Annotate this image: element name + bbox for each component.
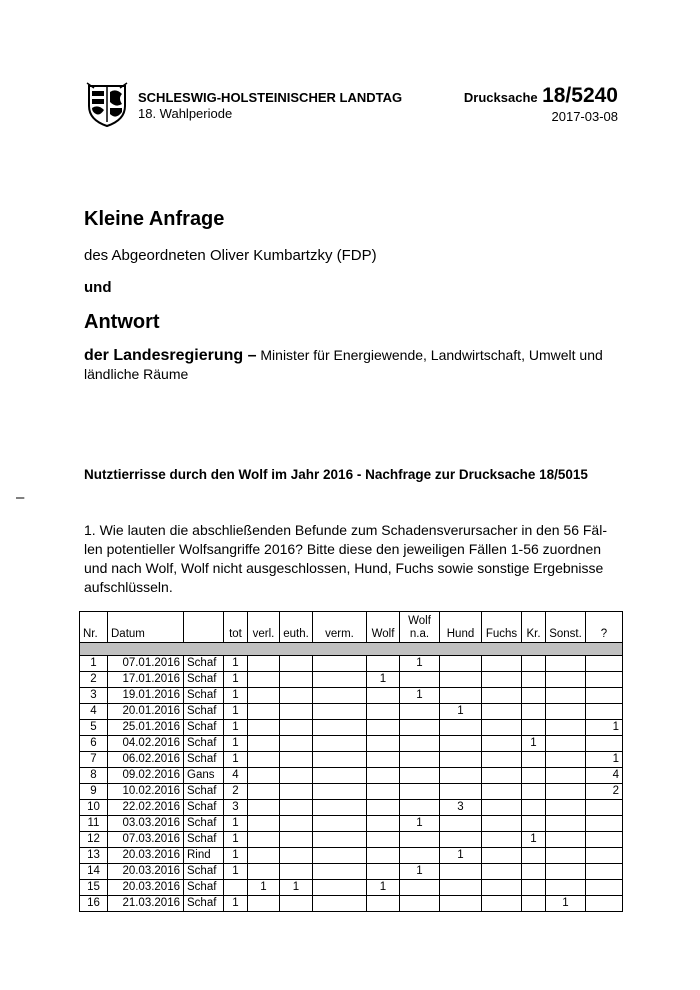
table-row	[80, 688, 623, 704]
table-cell: Gans	[184, 768, 224, 784]
table-cell: 8	[80, 768, 108, 784]
table-row	[80, 800, 623, 816]
table-cell	[280, 688, 313, 704]
table-cell: Schaf	[184, 688, 224, 704]
table-cell: 1	[224, 736, 248, 752]
table-cell	[440, 752, 482, 768]
table-cell	[248, 816, 280, 832]
table-cell	[546, 864, 586, 880]
table-cell: Schaf	[184, 816, 224, 832]
table-cell	[522, 752, 546, 768]
table-cell	[522, 880, 546, 896]
table-cell	[313, 720, 367, 736]
table-cell	[248, 720, 280, 736]
table-cell: Rind	[184, 848, 224, 864]
table-cell	[248, 704, 280, 720]
table-cell	[482, 672, 522, 688]
table-cell	[400, 768, 440, 784]
table-cell: 3	[80, 688, 108, 704]
table-cell	[440, 736, 482, 752]
table-cell: 1	[224, 864, 248, 880]
landtag-name: SCHLESWIG-HOLSTEINISCHER LANDTAG	[138, 90, 403, 105]
table-cell	[248, 752, 280, 768]
table-cell	[546, 832, 586, 848]
table-cell	[400, 736, 440, 752]
table-cell	[400, 752, 440, 768]
drucksache-number: 18/5240	[542, 84, 618, 107]
table-cell: Schaf	[184, 784, 224, 800]
table-cell	[367, 688, 400, 704]
table-cell	[522, 704, 546, 720]
table-cell	[280, 752, 313, 768]
table-cell	[313, 880, 367, 896]
table-cell: 1	[248, 880, 280, 896]
table-cell: 1	[440, 704, 482, 720]
table-cell	[248, 800, 280, 816]
table-cell	[367, 832, 400, 848]
table-cell	[400, 800, 440, 816]
table-cell: 13	[80, 848, 108, 864]
table-cell	[482, 832, 522, 848]
table-cell	[367, 864, 400, 880]
table-cell: 1	[280, 880, 313, 896]
table-cell	[248, 784, 280, 800]
table-cell: 11	[80, 816, 108, 832]
table-row	[80, 736, 623, 752]
abgeordneter-line: des Abgeordneten Oliver Kumbartzky (FDP)	[84, 247, 377, 264]
table-cell: 1	[224, 848, 248, 864]
table-cell: 1	[586, 752, 623, 768]
table-cell	[313, 704, 367, 720]
column-header: Wolf n.a.	[400, 612, 440, 643]
table-cell: 4	[224, 768, 248, 784]
table-cell	[522, 816, 546, 832]
column-header: Nr.	[80, 612, 108, 643]
table-cell: 14	[80, 864, 108, 880]
table-cell	[586, 848, 623, 864]
table-cell	[367, 848, 400, 864]
table-cell	[440, 864, 482, 880]
column-header: Wolf	[367, 612, 400, 643]
table-cell: Schaf	[184, 832, 224, 848]
table-cell	[482, 816, 522, 832]
table-cell	[280, 832, 313, 848]
table-cell: 10	[80, 800, 108, 816]
table-cell: 1	[367, 880, 400, 896]
table-cell	[367, 720, 400, 736]
table-cell	[546, 784, 586, 800]
table-cell: 1	[522, 832, 546, 848]
table-cell: 03.03.2016	[108, 816, 184, 832]
table-cell: 25.01.2016	[108, 720, 184, 736]
table-cell	[248, 736, 280, 752]
table-cell: 1	[400, 864, 440, 880]
table-cell	[482, 720, 522, 736]
table-row	[80, 784, 623, 800]
table-cell	[313, 864, 367, 880]
table-cell	[546, 880, 586, 896]
table-cell	[586, 704, 623, 720]
table-cell: 3	[224, 800, 248, 816]
table-cell	[482, 784, 522, 800]
table-cell	[586, 832, 623, 848]
table-cell	[440, 672, 482, 688]
table-cell: 21.03.2016	[108, 896, 184, 912]
wahlperiode: 18. Wahlperiode	[138, 106, 233, 121]
table-cell: 1	[224, 752, 248, 768]
table-cell: 3	[440, 800, 482, 816]
column-header: Datum	[108, 612, 184, 643]
table-cell	[440, 816, 482, 832]
table-cell	[280, 800, 313, 816]
table-cell: 1	[400, 688, 440, 704]
table-cell	[248, 688, 280, 704]
table-cell: 22.02.2016	[108, 800, 184, 816]
table-cell	[586, 672, 623, 688]
table-cell: 2	[80, 672, 108, 688]
table-cell	[367, 704, 400, 720]
table-cell: 5	[80, 720, 108, 736]
table-cell	[367, 896, 400, 912]
table-cell: 20.03.2016	[108, 864, 184, 880]
table-cell: Schaf	[184, 656, 224, 672]
table-cell: 1	[400, 656, 440, 672]
table-row	[80, 752, 623, 768]
table-cell: Schaf	[184, 896, 224, 912]
document-topic: Nutztierrisse durch den Wolf im Jahr 2016 - Nachfrage zur Drucksache 18/5015	[84, 467, 588, 482]
befunde-table	[79, 611, 623, 912]
table-cell	[313, 800, 367, 816]
table-cell	[313, 784, 367, 800]
table-cell	[440, 832, 482, 848]
table-cell	[367, 736, 400, 752]
table-cell	[522, 720, 546, 736]
table-cell	[522, 672, 546, 688]
table-cell	[248, 656, 280, 672]
question-1-text: 1. Wie lauten die abschließenden Befunde zum Schadensverursacher in den 56 Fäl-len potentieller Wolfsangriffe 2016? Bitte diese den jeweiligen Fällen 1-56 zuordnen und nach Wolf, Wolf nicht ausgeschlossen, Hund, Fuchs sowie sonstige Ergebnisse aufschlüsseln.	[84, 522, 607, 595]
table-cell: 17.01.2016	[108, 672, 184, 688]
table-cell	[546, 736, 586, 752]
table-cell	[248, 832, 280, 848]
table-cell	[400, 704, 440, 720]
column-header: tot	[224, 612, 248, 643]
table-cell	[280, 864, 313, 880]
table-cell	[440, 880, 482, 896]
table-cell: 20.03.2016	[108, 848, 184, 864]
table-cell	[546, 704, 586, 720]
table-cell	[440, 784, 482, 800]
column-header: Sonst.	[546, 612, 586, 643]
table-cell: 15	[80, 880, 108, 896]
table-cell	[313, 736, 367, 752]
table-cell	[482, 768, 522, 784]
table-cell: 1	[80, 656, 108, 672]
table-cell	[522, 784, 546, 800]
table-cell	[280, 784, 313, 800]
table-cell: 1	[586, 720, 623, 736]
table-cell: 1	[546, 896, 586, 912]
table-header-row	[80, 612, 623, 643]
table-cell: 1	[224, 672, 248, 688]
table-cell	[280, 720, 313, 736]
table-cell	[280, 672, 313, 688]
table-row	[80, 880, 623, 896]
header-separator-row	[80, 643, 623, 656]
table-cell	[400, 896, 440, 912]
column-header: verl.	[248, 612, 280, 643]
table-row	[80, 896, 623, 912]
table-row	[80, 656, 623, 672]
table-row	[80, 848, 623, 864]
table-cell	[482, 736, 522, 752]
table-cell	[367, 816, 400, 832]
table-cell	[248, 896, 280, 912]
table-cell	[313, 896, 367, 912]
drucksache-label: Drucksache	[463, 90, 538, 105]
table-cell	[400, 880, 440, 896]
table-cell	[586, 896, 623, 912]
table-cell	[586, 800, 623, 816]
margin-dash: –	[16, 489, 25, 506]
table-cell	[400, 784, 440, 800]
table-cell	[482, 896, 522, 912]
table-cell: 06.02.2016	[108, 752, 184, 768]
table-cell	[313, 768, 367, 784]
table-cell	[522, 864, 546, 880]
table-cell	[586, 736, 623, 752]
table-cell	[586, 816, 623, 832]
table-cell: 4	[80, 704, 108, 720]
table-cell: 4	[586, 768, 623, 784]
column-header: euth.	[280, 612, 313, 643]
table-cell: Schaf	[184, 704, 224, 720]
table-row	[80, 768, 623, 784]
table-cell	[546, 688, 586, 704]
table-cell	[313, 816, 367, 832]
table-cell: 04.02.2016	[108, 736, 184, 752]
table-cell: 1	[224, 832, 248, 848]
table-cell: Schaf	[184, 864, 224, 880]
table-row	[80, 672, 623, 688]
table-cell	[482, 848, 522, 864]
table-row	[80, 816, 623, 832]
table-cell	[313, 848, 367, 864]
column-header	[184, 612, 224, 643]
table-cell	[482, 704, 522, 720]
table-cell	[546, 656, 586, 672]
table-cell	[248, 672, 280, 688]
table-cell: 1	[522, 736, 546, 752]
landesregierung-line	[84, 346, 624, 383]
table-cell	[440, 656, 482, 672]
table-cell	[248, 768, 280, 784]
table-cell	[313, 688, 367, 704]
column-header: Hund	[440, 612, 482, 643]
table-cell	[280, 896, 313, 912]
table-cell: Schaf	[184, 800, 224, 816]
table-cell: 19.01.2016	[108, 688, 184, 704]
table-cell	[313, 752, 367, 768]
table-cell: Schaf	[184, 752, 224, 768]
table-cell	[280, 736, 313, 752]
table-row	[80, 832, 623, 848]
table-cell: 20.03.2016	[108, 880, 184, 896]
table-cell: 2	[224, 784, 248, 800]
table-cell	[522, 768, 546, 784]
table-cell	[522, 800, 546, 816]
table-cell	[367, 784, 400, 800]
table-row	[80, 704, 623, 720]
table-cell	[440, 688, 482, 704]
table-cell: 1	[440, 848, 482, 864]
table-cell	[482, 880, 522, 896]
table-cell: 1	[224, 704, 248, 720]
table-cell	[522, 896, 546, 912]
table-cell: 07.03.2016	[108, 832, 184, 848]
table-cell	[248, 848, 280, 864]
ministerium-name: Minister für Energiewende, Landwirtschaft, Umwelt und ländliche Räume	[84, 347, 603, 382]
table-cell: 10.02.2016	[108, 784, 184, 800]
table-cell	[280, 816, 313, 832]
table-row	[80, 720, 623, 736]
table-cell	[586, 880, 623, 896]
table-cell	[546, 848, 586, 864]
table-cell: 12	[80, 832, 108, 848]
table-cell: 1	[224, 688, 248, 704]
table-cell	[586, 656, 623, 672]
table-cell	[313, 672, 367, 688]
table-cell	[280, 704, 313, 720]
table-cell	[586, 864, 623, 880]
title-kleine-anfrage: Kleine Anfrage	[84, 208, 225, 230]
table-cell	[400, 720, 440, 736]
column-header: Kr.	[522, 612, 546, 643]
column-header: Fuchs	[482, 612, 522, 643]
table-cell: Schaf	[184, 720, 224, 736]
table-cell	[400, 672, 440, 688]
table-cell	[482, 688, 522, 704]
table-cell	[440, 720, 482, 736]
table-cell	[367, 752, 400, 768]
table-cell	[546, 816, 586, 832]
table-cell	[482, 752, 522, 768]
table-cell	[546, 768, 586, 784]
table-cell	[248, 864, 280, 880]
und-line: und	[84, 279, 112, 296]
table-cell: Schaf	[184, 672, 224, 688]
table-cell	[280, 768, 313, 784]
table-cell: 6	[80, 736, 108, 752]
table-cell	[546, 672, 586, 688]
table-cell: 20.01.2016	[108, 704, 184, 720]
table-cell: 1	[224, 720, 248, 736]
table-cell	[482, 864, 522, 880]
column-header: verm.	[313, 612, 367, 643]
table-cell	[522, 656, 546, 672]
table-cell	[313, 656, 367, 672]
document-date: 2017-03-08	[551, 109, 618, 124]
table-cell	[522, 688, 546, 704]
table-cell: 7	[80, 752, 108, 768]
table-cell: 2	[586, 784, 623, 800]
table-cell	[482, 656, 522, 672]
table-row	[80, 864, 623, 880]
table-cell: 16	[80, 896, 108, 912]
table-cell	[482, 800, 522, 816]
table-cell: Schaf	[184, 736, 224, 752]
table-cell	[440, 896, 482, 912]
table-cell	[280, 656, 313, 672]
table-cell	[367, 768, 400, 784]
table-cell	[367, 800, 400, 816]
table-cell	[400, 848, 440, 864]
column-header: ?	[586, 612, 623, 643]
table-cell	[546, 800, 586, 816]
table-cell: Schaf	[184, 880, 224, 896]
table-cell	[546, 720, 586, 736]
landesregierung-bold: der Landesregierung –	[84, 347, 257, 364]
table-cell: 07.01.2016	[108, 656, 184, 672]
table-cell	[522, 848, 546, 864]
table-cell: 1	[224, 816, 248, 832]
table-cell	[440, 768, 482, 784]
table-cell: 1	[224, 896, 248, 912]
landtag-crest-logo	[86, 82, 128, 128]
table-cell	[586, 688, 623, 704]
table-cell: 1	[367, 672, 400, 688]
table-cell: 09.02.2016	[108, 768, 184, 784]
table-cell	[313, 832, 367, 848]
table-cell	[546, 752, 586, 768]
table-cell: 1	[400, 816, 440, 832]
table-cell: 1	[224, 656, 248, 672]
title-antwort: Antwort	[84, 311, 160, 333]
table-cell	[367, 656, 400, 672]
table-cell	[400, 832, 440, 848]
table-cell	[280, 848, 313, 864]
table-cell	[224, 880, 248, 896]
table-cell: 9	[80, 784, 108, 800]
